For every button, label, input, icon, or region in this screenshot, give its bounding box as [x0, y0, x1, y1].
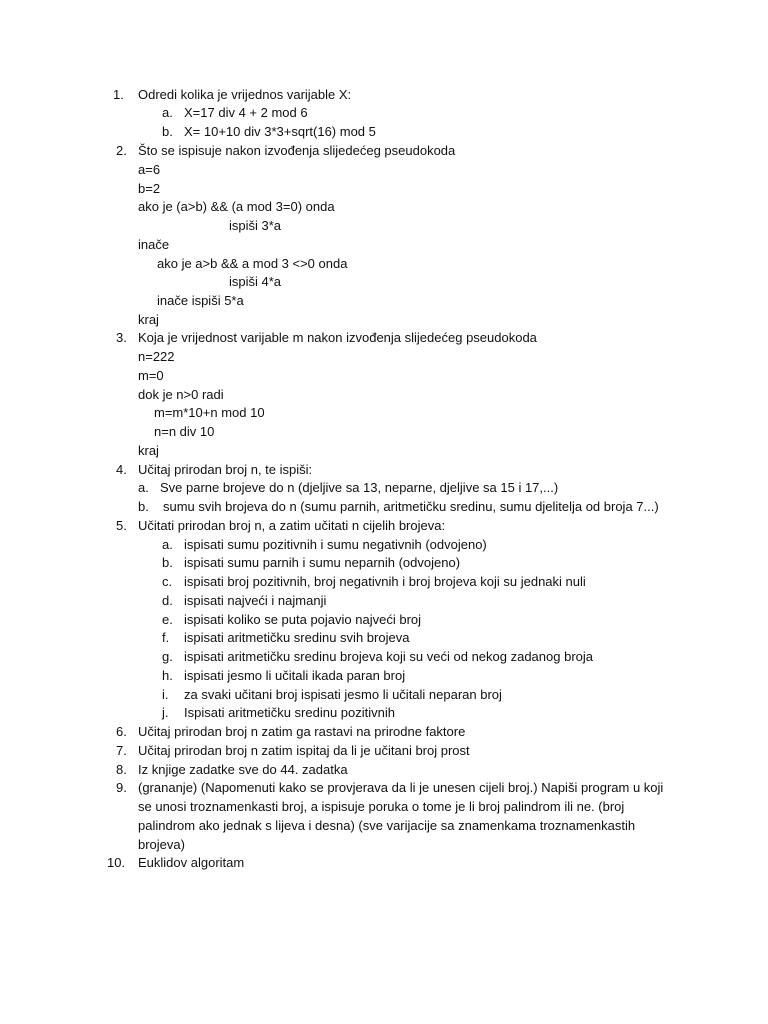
item-number: 5. [116, 518, 127, 533]
item-text: Euklidov algoritam [138, 855, 245, 870]
item-text: dok je n>0 radi [138, 387, 224, 402]
item-text: kraj [138, 312, 159, 327]
item-text: ako je a>b && a mod 3 <>0 onda [157, 256, 348, 271]
item-text: Ispisati aritmetičku sredinu pozitivnih [184, 705, 395, 720]
item-text: a=6 [138, 162, 161, 177]
item-number: b. [162, 555, 173, 570]
item-text: Iz knjige zadatke sve do 44. zadatka [138, 762, 348, 777]
item-number: 9. [116, 780, 127, 795]
item-number: 3. [116, 330, 127, 345]
item-text: ispisati aritmetičku sredinu brojeva koji su veći od nekog zadanog broja [184, 649, 593, 664]
item-text: Što se ispisuje nakon izvođenja slijedećeg pseudokoda [138, 143, 456, 158]
item-text: inače ispiši 5*a [157, 293, 244, 308]
item-text: n=n div 10 [154, 424, 215, 439]
item-text: ako je (a>b) && (a mod 3=0) onda [138, 199, 335, 214]
item-number: b. [162, 124, 173, 139]
item-number: a. [162, 537, 173, 552]
item-text: palindrom ako jednak s lijeva i desna) (sve varijacije sa znamenkama troznamenkastih [138, 818, 636, 833]
item-number: h. [162, 668, 173, 683]
item-text: Učitaj prirodan broj n zatim ga rastavi na prirodne faktore [138, 724, 466, 739]
item-text: ispisati jesmo li učitali ikada paran broj [184, 668, 406, 683]
item-text: n=222 [138, 349, 175, 364]
item-number: g. [162, 649, 173, 664]
item-text: Učitati prirodan broj n, a zatim učitati n cijelih brojeva: [138, 518, 446, 533]
item-text: m=0 [138, 368, 164, 383]
item-text: X=17 div 4 + 2 mod 6 [184, 105, 308, 120]
item-number: d. [162, 593, 173, 608]
item-text: b=2 [138, 181, 161, 196]
item-number: j. [162, 705, 169, 720]
item-number: i. [162, 687, 169, 702]
item-number: 4. [116, 462, 127, 477]
item-number: f. [162, 630, 170, 645]
item-number: 8. [116, 762, 127, 777]
item-text: m=m*10+n mod 10 [154, 405, 265, 420]
item-number: 10. [107, 855, 126, 870]
item-text: sumu svih brojeva do n (sumu parnih, aritmetičku sredinu, sumu djelitelja od broja 7...) [163, 499, 659, 514]
item-text: ispisati sumu pozitivnih i sumu negativnih (odvojeno) [184, 537, 487, 552]
item-text: ispisati aritmetičku sredinu svih brojeva [184, 630, 410, 645]
item-text: ispisati koliko se puta pojavio najveći broj [184, 612, 422, 627]
item-text: X= 10+10 div 3*3+sqrt(16) mod 5 [184, 124, 376, 139]
item-text: (grananje) (Napomenuti kako se provjerava da li je unesen cijeli broj.) Napiši program u koji [138, 780, 664, 795]
item-text: Učitaj prirodan broj n zatim ispitaj da li je učitani broj prost [138, 743, 470, 758]
item-text: ispisati sumu parnih i sumu neparnih (odvojeno) [184, 555, 461, 570]
item-text: inače [138, 237, 170, 252]
item-number: 6. [116, 724, 127, 739]
item-text: Koja je vrijednost varijable m nakon izvođenja slijedećeg pseudokoda [138, 330, 537, 345]
item-text: brojeva) [138, 837, 185, 852]
item-text: kraj [138, 443, 159, 458]
item-text: Učitaj prirodan broj n, te ispiši: [138, 462, 313, 477]
item-number: c. [162, 574, 173, 589]
item-text: Odredi kolika je vrijednos varijable X: [138, 87, 352, 102]
item-text: Sve parne brojeve do n (djeljive sa 13, neparne, djeljive sa 15 i 17,...) [160, 480, 559, 495]
item-number: 1. [113, 87, 124, 102]
item-number: b. [138, 499, 149, 514]
item-number: a. [162, 105, 173, 120]
item-number: e. [162, 612, 173, 627]
item-text: se unosi troznamenkasti broj, a ispisuje poruka o tome je li broj palindrom ili ne. (broj [138, 799, 625, 814]
item-text: za svaki učitani broj ispisati jesmo li učitali neparan broj [184, 687, 502, 702]
item-text: ispisati broj pozitivnih, broj negativnih i broj brojeva koji su jednaki nuli [184, 574, 586, 589]
item-text: ispiši 4*a [229, 274, 282, 289]
item-number: a. [138, 480, 149, 495]
item-number: 2. [116, 143, 127, 158]
item-text: ispisati najveći i najmanji [184, 593, 327, 608]
item-number: 7. [116, 743, 127, 758]
item-text: ispiši 3*a [229, 218, 282, 233]
